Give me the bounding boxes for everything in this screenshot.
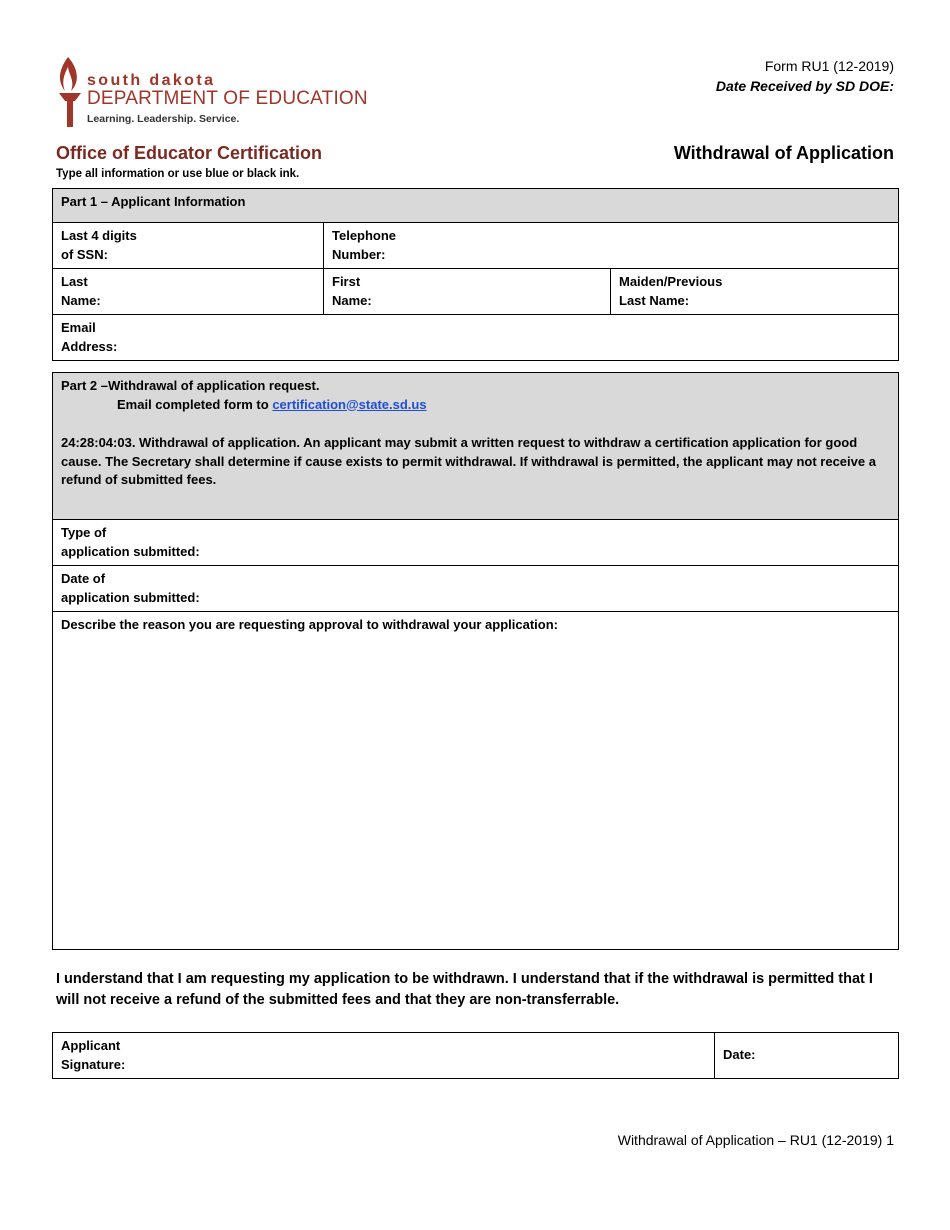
last-label-1: Last xyxy=(61,274,88,289)
office-title: Office of Educator Certification xyxy=(56,143,323,163)
telephone-field[interactable] xyxy=(324,223,899,269)
ssn-field[interactable] xyxy=(53,223,324,269)
page-footer: Withdrawal of Application – RU1 (12-2019) 1 xyxy=(617,1132,894,1148)
email-label-1: Email xyxy=(61,320,96,335)
type-label-1: Type of xyxy=(61,525,107,540)
phone-label-2: Number: xyxy=(332,246,386,262)
date-label-2: application submitted: xyxy=(61,589,200,605)
email-address-field[interactable] xyxy=(53,315,899,361)
date-received-label: Date Received by SD DOE: xyxy=(715,78,894,94)
instructions: Type all information or use blue or black ink. xyxy=(56,168,300,180)
logo-tagline: Learning. Leadership. Service. xyxy=(87,113,240,125)
email-intro: Email completed form to xyxy=(117,396,273,412)
last-name-field[interactable] xyxy=(53,269,324,315)
phone-label-1: Telephone xyxy=(332,228,397,243)
logo-line2: DEPARTMENT OF EDUCATION xyxy=(87,88,368,109)
first-label-1: First xyxy=(332,274,361,289)
torch-flame-icon xyxy=(55,55,85,130)
sig-label-2: Signature: xyxy=(61,1056,126,1072)
sd-doe-logo xyxy=(55,55,395,130)
application-date-field[interactable] xyxy=(53,566,899,612)
type-label-2: application submitted: xyxy=(61,543,200,559)
rule-paragraph xyxy=(61,434,890,490)
rule-reference: 24:28:04:03. Withdrawal of application xyxy=(61,435,297,450)
logo-line1: south dakota xyxy=(87,72,216,89)
signature-date-field[interactable] xyxy=(715,1033,899,1079)
last-label-2: Name: xyxy=(61,292,101,308)
part2-info xyxy=(53,373,899,520)
part2-table xyxy=(52,372,899,950)
maiden-label-2: Last Name: xyxy=(619,292,690,308)
date-label-1: Date of xyxy=(61,571,106,586)
part1-heading: Part 1 – Applicant Information xyxy=(53,189,899,223)
rule-text: . An applicant may submit a written request to withdraw a certification application for good cause. The Secretary shall determine if cause exists to permit withdrawal. If withdrawal is permitted, the applicant may not receive a refund of submitted fees. xyxy=(61,435,876,487)
ssn-label-2: of SSN: xyxy=(61,246,108,262)
maiden-label-1: Maiden/Previous xyxy=(619,274,723,289)
acknowledgement-statement: I understand that I am requesting my application to be withdrawn. I understand that if the withdrawal is permitted that I will not receive a refund of the submitted fees and that they are non-transferrable. xyxy=(56,971,873,1008)
part1-table xyxy=(52,188,899,361)
email-instruction xyxy=(61,396,890,415)
first-label-2: Name: xyxy=(332,292,372,308)
reason-field[interactable] xyxy=(53,612,899,950)
sig-label-1: Applicant xyxy=(61,1038,121,1053)
ssn-label-1: Last 4 digits xyxy=(61,228,137,243)
maiden-name-field[interactable] xyxy=(611,269,899,315)
part2-heading: Part 2 –Withdrawal of application request. xyxy=(61,378,320,393)
application-type-field[interactable] xyxy=(53,520,899,566)
form-id: Form RU1 (12-2019) xyxy=(764,58,894,74)
email-label-2: Address: xyxy=(61,338,118,354)
signature-table xyxy=(52,1032,899,1079)
first-name-field[interactable] xyxy=(324,269,611,315)
reason-label: Describe the reason you are requesting approval to withdrawal your application: xyxy=(61,617,559,632)
certification-email-link[interactable]: certification@state.sd.us xyxy=(272,396,427,412)
signature-field[interactable] xyxy=(53,1033,715,1079)
sig-date-label: Date: xyxy=(723,1047,756,1063)
page-title: Withdrawal of Application xyxy=(673,143,894,163)
